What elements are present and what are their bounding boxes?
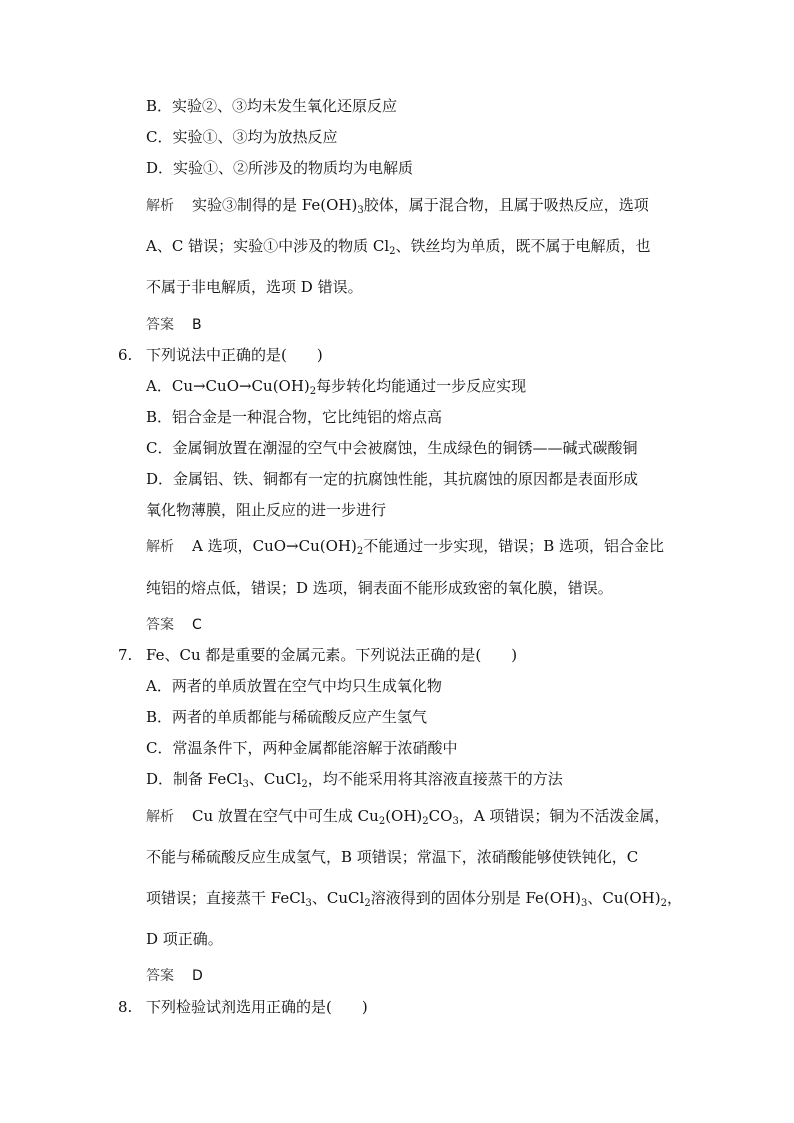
q7-stem: 7. Fe、Cu 都是重要的金属元素。下列说法正确的是( ) [118, 646, 518, 664]
q7-analysis-line-2: 不能与稀硫酸反应生成氢气，B 项错误；常温下，浓硝酸能够使铁钝化，C [146, 848, 639, 866]
q5-option-b: B．实验②、③均未发生氧化还原反应 [146, 97, 398, 115]
q7-option-c: C．常温条件下，两种金属都能溶解于浓硝酸中 [146, 739, 458, 757]
q5-option-c: C．实验①、③均为放热反应 [146, 128, 338, 146]
q5-option-d: D．实验①、②所涉及的物质均为电解质 [146, 159, 414, 177]
q6-option-d: D．金属铝、铁、铜都有一定的抗腐蚀性能，其抗腐蚀的原因都是表面形成 [146, 470, 639, 488]
answer-tag: 答案 [146, 317, 174, 333]
q6-option-c: C．金属铜放置在潮湿的空气中会被腐蚀，生成绿色的铜锈——碱式碳酸铜 [146, 439, 638, 457]
q6-option-b: B．铝合金是一种混合物，它比纯铝的熔点高 [146, 408, 443, 426]
q7-analysis-line-1: 解析 Cu 放置在空气中可生成 $Cu_2(OH)_2CO_3$，A 项错误；铜为不活泼金属， [146, 807, 670, 827]
q5-analysis-line-3: 不属于非电解质，选项 D 错误。 [146, 278, 363, 296]
q6-answer: 答案 C [146, 617, 202, 633]
q5-analysis-line-2: A、C 错误；实验①中涉及的物质 $Cl_2$、铁丝均为单质，既不属于电解质，也 [146, 237, 651, 257]
q7-option-d: D．制备 FeCl$_3$、CuCl$_2$，均不能采用将其溶液直接蒸干的方法 [146, 770, 563, 790]
analysis-tag: 解析 [146, 809, 174, 825]
analysis-tag: 解析 [146, 539, 174, 555]
q5-answer: 答案 B [146, 317, 202, 333]
answer-tag: 答案 [146, 968, 174, 984]
q5-analysis-line-1: 解析 实验③制得的是 $Fe(OH)_3$胶体，属于混合物，且属于吸热反应，选项 [146, 196, 649, 216]
q6-analysis-line-2: 纯铝的熔点低，错误；D 选项，铜表面不能形成致密的氧化膜，错误。 [146, 579, 613, 597]
q7-answer: 答案 D [146, 968, 203, 984]
q6-stem: 6. 下列说法中正确的是( ) [118, 346, 323, 364]
analysis-tag: 解析 [146, 198, 174, 214]
q7-analysis-line-3: 项错误；直接蒸干 FeCl$_3$、CuCl$_2$溶液得到的固体分别是 $Fe(OH)_3$、$Cu(OH)_2$， [146, 889, 683, 909]
q8-stem: 8. 下列检验试剂选用正确的是( ) [118, 998, 368, 1016]
q6-option-a: A．$Cu\to CuO\to Cu(OH)_2$每步转化均能通过一步反应实现 [146, 377, 527, 397]
q7-option-b: B．两者的单质都能与稀硫酸反应产生氢气 [146, 708, 428, 726]
q6-analysis-line-1: 解析 A 选项，$CuO\to Cu(OH)_2$不能通过一步实现，错误；B 选项，铝合金比 [146, 537, 664, 557]
answer-tag: 答案 [146, 617, 174, 633]
q7-option-a: A．两者的单质放置在空气中均只生成氧化物 [146, 677, 442, 695]
q7-analysis-line-4: D 项正确。 [146, 930, 223, 948]
q6-option-d-cont: 氧化物薄膜，阻止反应的进一步进行 [146, 501, 387, 519]
